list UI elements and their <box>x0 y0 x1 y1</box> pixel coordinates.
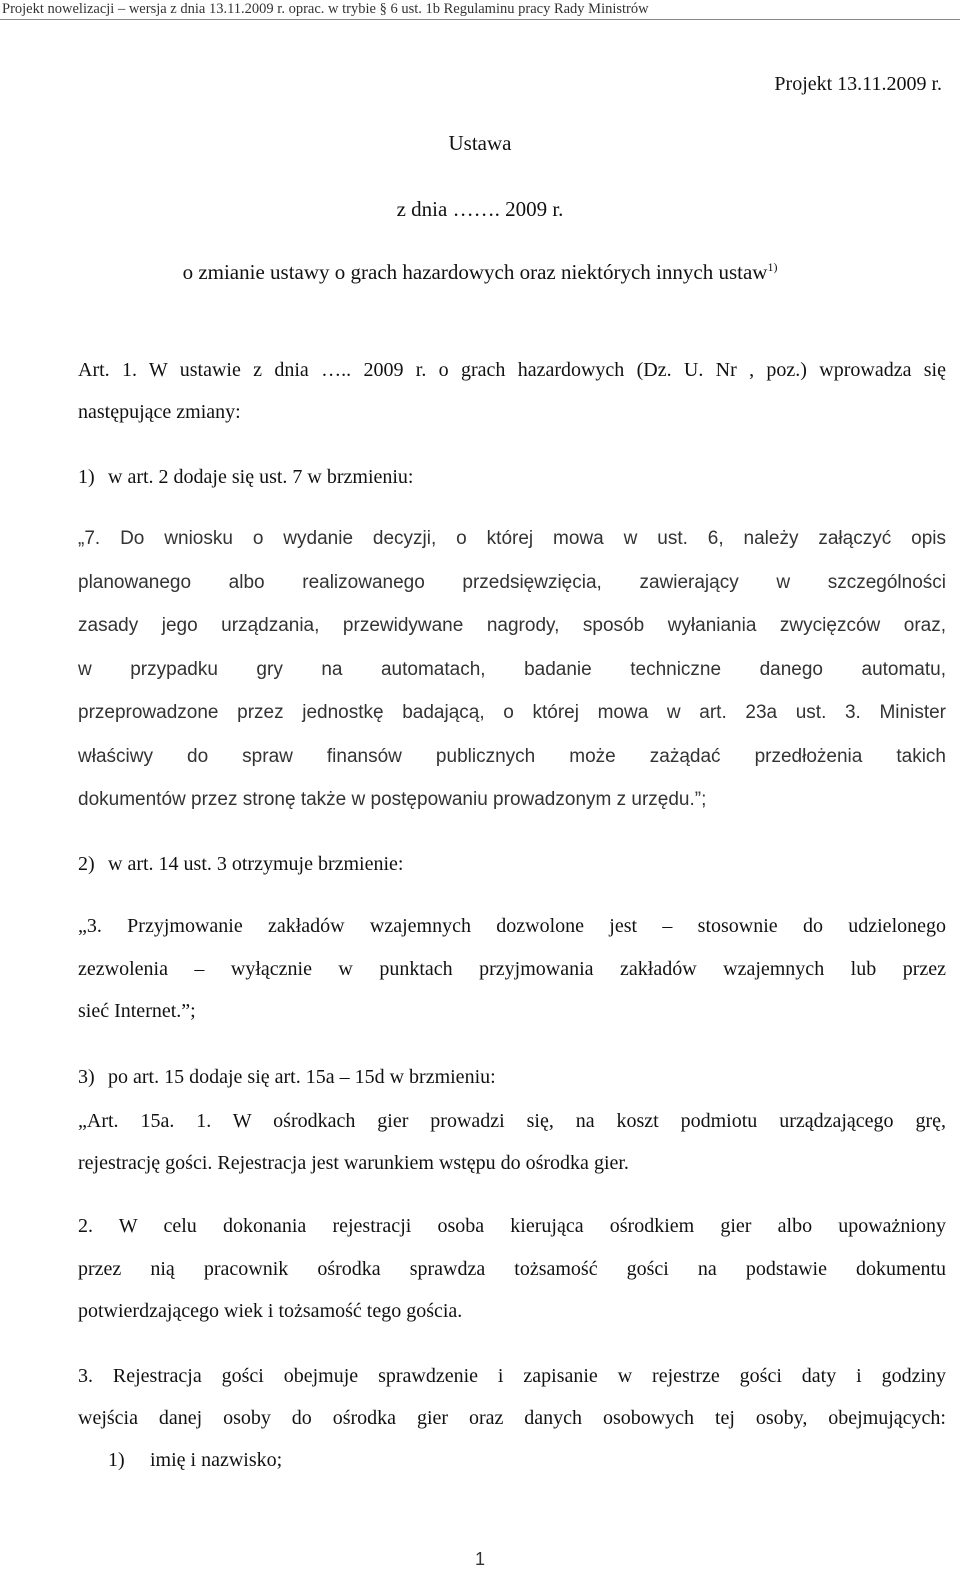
item1-line: planowanego albo realizowanego przedsięwzięcia, zawierający w szczególności <box>78 572 946 593</box>
item1-line: w przypadku gry na automatach, badanie techniczne danego automatu, <box>78 659 946 680</box>
item1-line: przeprowadzone przez jednostkę badającą, o której mowa w art. 23a ust. 3. Minister <box>78 702 946 723</box>
document-subject <box>0 259 960 285</box>
page-number: 1 <box>474 1549 485 1569</box>
item1-line: właściwy do spraw finansów publicznych może zażądać przedłożenia takich <box>78 746 946 767</box>
art15a-ust3-point1-text: imię i nazwisko; <box>150 1449 283 1471</box>
item2-line: zezwolenia – wyłącznie w punktach przyjmowania zakładów wzajemnych lub przez <box>78 958 946 980</box>
header-rule <box>0 19 960 20</box>
item3-intro: po art. 15 dodaje się art. 15a – 15d w brzmieniu: <box>108 1066 496 1088</box>
document-date: z dnia ……. 2009 r. <box>396 197 564 221</box>
item3-number: 3) <box>78 1066 95 1088</box>
project-date: Projekt 13.11.2009 r. <box>774 73 942 95</box>
item1-line-last: dokumentów przez stronę także w postępowaniu prowadzonym z urzędu.”; <box>78 789 707 810</box>
running-header: Projekt nowelizacji – wersja z dnia 13.11.2009 r. oprac. w trybie § 6 ust. 1b Regulaminu pracy Rady Ministrów <box>2 1 649 17</box>
item2-intro: w art. 14 ust. 3 otrzymuje brzmienie: <box>108 853 404 875</box>
art1-line1: Art. 1. W ustawie z dnia ….. 2009 r. o grach hazardowych (Dz. U. Nr , poz.) wprowadza się <box>78 359 946 381</box>
item1-intro: w art. 2 dodaje się ust. 7 w brzmieniu: <box>108 466 414 488</box>
art15a-ust2-line: przez nią pracownik ośrodka sprawdza tożsamość gości na podstawie dokumentu <box>78 1258 946 1280</box>
art15a-ust3-line: 3. Rejestracja gości obejmuje sprawdzenie i zapisanie w rejestrze gości daty i godziny <box>78 1365 946 1387</box>
item1-line: „7. Do wniosku o wydanie decyzji, o której mowa w ust. 6, należy załączyć opis <box>78 528 946 549</box>
art15a-ust1-line-last: rejestrację gości. Rejestracja jest warunkiem wstępu do ośrodka gier. <box>78 1152 629 1174</box>
item2-line-last: sieć Internet.”; <box>78 1000 196 1022</box>
document-type: Ustawa <box>448 131 512 155</box>
art1-line2: następujące zmiany: <box>78 401 241 423</box>
item2-number: 2) <box>78 853 95 875</box>
art15a-ust3-point1-number: 1) <box>108 1449 125 1471</box>
art15a-ust2-line-last: potwierdzającego wiek i tożsamość tego gościa. <box>78 1300 463 1322</box>
item1-line: zasady jego urządzania, przewidywane nagrody, sposób wyłaniania zwycięzców oraz, <box>78 615 946 636</box>
art15a-ust1-line: „Art. 15a. 1. W ośrodkach gier prowadzi się, na koszt podmiotu urządzającego grę, <box>78 1110 946 1132</box>
item2-line: „3. Przyjmowanie zakładów wzajemnych dozwolone jest – stosownie do udzielonego <box>78 915 946 937</box>
item1-number: 1) <box>78 466 95 488</box>
document-subject-text: o zmianie ustawy o grach hazardowych oraz niektórych innych ustaw <box>182 260 768 284</box>
art15a-ust3-line: wejścia danej osoby do ośrodka gier oraz danych osobowych tej osoby, obejmujących: <box>78 1407 946 1429</box>
footnote-mark: 1) <box>767 260 778 274</box>
art15a-ust2-line: 2. W celu dokonania rejestracji osoba kierująca ośrodkiem gier albo upoważniony <box>78 1215 946 1237</box>
